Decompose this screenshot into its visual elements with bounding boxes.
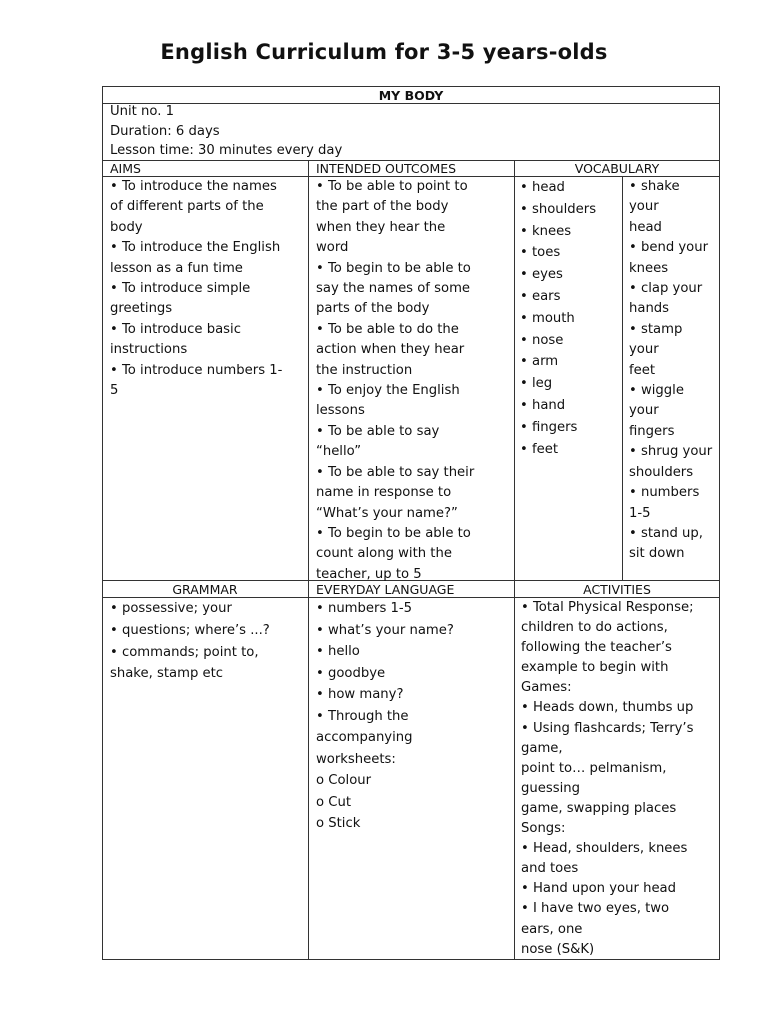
outcome-line: • To be able to say their [316,464,475,480]
vocabulary-action-line: head [629,219,662,235]
vocabulary-action-line: • clap your [629,281,703,297]
everyday-language-line: o Stick [316,816,361,831]
vocabulary-word: • arm [520,351,596,373]
aims-list [110,177,282,401]
outcome-line: word [316,240,349,256]
vocabulary-action-line: • bend your [629,240,709,256]
vocabulary-action-line: feet [629,362,656,378]
vocabulary-action-line: your [629,403,659,419]
aims-line: • To introduce the names [110,179,277,194]
outcome-line: • To begin to be able to [316,260,471,276]
vocabulary-action-line: sit down [629,546,685,562]
activities-list [521,598,694,960]
activity-line: nose (S&K) [521,941,595,957]
activity-line: point to… pelmanism, [521,760,667,776]
vocabulary-words-list [520,177,596,460]
outcome-line: say the names of some [316,281,471,297]
outcome-line: when they hear the [316,219,446,235]
everyday-language-line: o Cut [316,794,351,810]
aims-line: body [110,219,143,235]
everyday-language-line: worksheets: [316,751,396,767]
activity-line: guessing [521,780,580,796]
vocabulary-action-line: • wiggle [629,383,684,399]
outcome-line: • To be able to do the [316,321,459,337]
grammar-line: shake, stamp etc [110,666,224,682]
vocabulary-action-line: shoulders [629,464,694,480]
activity-line: • Total Physical Response; [521,600,694,615]
vocabulary-action-line: your [629,199,659,215]
outcome-line: lessons [316,403,365,419]
aims-line: lesson as a fun time [110,260,243,276]
vocabulary-word: • nose [520,330,596,352]
grammar-list [110,598,270,685]
unit-heading: MY BODY [378,88,444,103]
column-rule [308,160,309,960]
everyday-language-line: • Through the [316,708,409,724]
aims-line: of different parts of the [110,199,264,215]
outcome-line: “What’s your name?” [316,505,458,521]
activity-line: and toes [521,861,579,877]
aims-line: greetings [110,301,173,317]
vocabulary-action-line: • stamp [629,321,683,337]
unit-lesson-time: Lesson time: 30 minutes every day [110,143,343,158]
vocabulary-word: • mouth [520,308,596,330]
vocabulary-word: • leg [520,373,596,395]
everyday-language-line: • how many? [316,687,404,702]
outcome-line: the part of the body [316,199,449,215]
vocabulary-action-line: • stand up, [629,525,703,541]
activity-line: • Hand upon your head [521,881,677,897]
outcome-line: action when they hear [316,342,465,358]
outcomes-list [316,177,474,585]
unit-duration: Duration: 6 days [110,123,220,139]
vocabulary-action-line: fingers [629,423,675,439]
activity-line: Games: [521,680,572,696]
everyday-language-line: accompanying [316,730,413,745]
aims-line: • To introduce the English [110,240,281,256]
grammar-line: • questions; where’s ...? [110,622,270,638]
outcome-line: • To be able to say [316,423,440,439]
activity-line: game, [521,740,563,756]
aims-line: • To introduce numbers 1- [110,362,283,378]
everyday-language-line: • goodbye [316,665,386,681]
aims-line: • To introduce basic [110,321,241,337]
activity-line: • I have two eyes, two [521,901,670,917]
unit-number: Unit no. 1 [110,104,175,119]
outcome-line: • To enjoy the English [316,383,460,399]
everyday-language-line: o Colour [316,773,372,788]
vocabulary-action-line: • shrug your [629,444,713,460]
activity-line: game, swapping places [521,800,677,816]
activity-line: following the teacher’s [521,640,672,656]
column-rule [514,160,515,960]
vocabulary-action-line: 1-5 [629,505,651,521]
vocabulary-word: • fingers [520,417,596,439]
outcome-line: count along with the [316,546,452,562]
activity-line: Songs: [521,821,566,837]
outcome-line: • To begin to be able to [316,525,471,541]
vocabulary-action-line: your [629,342,659,358]
everyday-language-line: • hello [316,644,360,659]
aims-line: instructions [110,342,188,358]
column-rule [622,176,623,580]
activity-line: • Head, shoulders, knees [521,841,688,857]
aims-line: • To introduce simple [110,281,251,297]
activity-line: • Heads down, thumbs up [521,700,694,716]
header-vocabulary: VOCABULARY [574,161,660,176]
header-intended-outcomes: INTENDED OUTCOMES [316,161,457,176]
everyday-language-list [316,598,454,835]
vocabulary-action-line: knees [629,260,669,276]
vocabulary-word: • toes [520,242,596,264]
vocabulary-word: • shoulders [520,199,596,221]
vocabulary-word: • knees [520,221,596,243]
aims-line: 5 [110,383,119,399]
vocabulary-word: • head [520,177,596,199]
vocabulary-action-line: • numbers [629,485,700,501]
grammar-line: • possessive; your [110,601,232,616]
vocabulary-action-line: • shake [629,179,680,194]
vocabulary-actions-list [629,177,712,565]
outcome-line: name in response to [316,485,452,501]
page-title: English Curriculum for 3-5 years-olds [160,40,608,64]
activity-line: example to begin with [521,660,669,676]
header-activities: ACTIVITIES [583,582,651,597]
vocabulary-word: • ears [520,286,596,308]
everyday-language-line: • numbers 1-5 [316,601,413,616]
vocabulary-word: • eyes [520,264,596,286]
everyday-language-line: • what’s your name? [316,622,454,638]
vocabulary-word: • feet [520,439,596,461]
grammar-line: • commands; point to, [110,644,259,660]
outcome-line: • To be able to point to [316,179,468,194]
activity-line: ears, one [521,921,583,937]
activity-line: • Using flashcards; Terry’s [521,720,694,736]
header-aims: AIMS [110,161,141,176]
activity-line: children to do actions, [521,620,668,636]
outcome-line: “hello” [316,444,362,460]
vocabulary-word: • hand [520,395,596,417]
header-everyday-language: EVERYDAY LANGUAGE [316,582,455,597]
vocabulary-action-line: hands [629,301,670,317]
unit-info [110,102,342,161]
outcome-line: teacher, up to 5 [316,566,422,582]
header-grammar: GRAMMAR [172,582,238,597]
outcome-line: the instruction [316,362,413,378]
outcome-line: parts of the body [316,301,430,317]
